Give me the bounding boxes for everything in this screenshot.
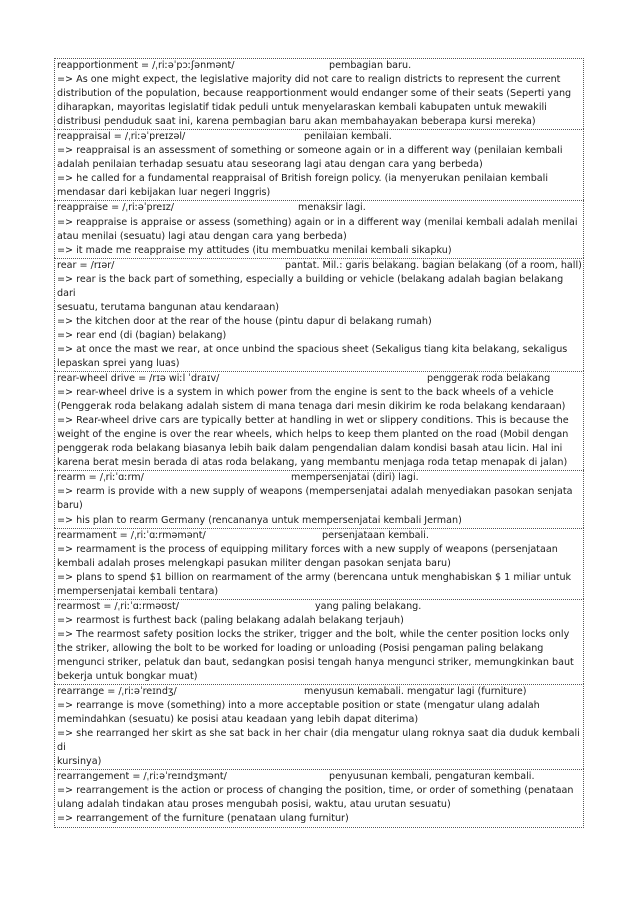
- headword-pronunciation: reappraisal = /ˌriːəˈpreɪzəl/: [57, 131, 186, 143]
- entry-line: distribution of the population, because reapportionment would endanger some of their seats (Seperti yang: [57, 88, 572, 100]
- entry-line: => rearm is provide with a new supply of weapons (mempersenjatai adalah menyediakan pasokan senjata: [57, 486, 573, 498]
- entry-rearm: [54, 470, 584, 527]
- indonesian-gloss: mempersenjatai (diri) lagi.: [291, 472, 419, 484]
- indonesian-gloss: persenjataan kembali.: [322, 529, 429, 541]
- indonesian-gloss: penggerak roda belakang: [427, 373, 551, 385]
- entry-header: [57, 59, 581, 73]
- entry-line: baru): [57, 500, 83, 512]
- entry-rearmost: [54, 599, 584, 684]
- entry-line: atau menilai (sesuatu) lagi atau dengan cara yang berbeda): [57, 230, 347, 242]
- entry-line: => he called for a fundamental reappraisal of British foreign policy. (ia menyerukan penilaian kembali: [57, 173, 548, 185]
- entry-header: [57, 600, 581, 614]
- indonesian-gloss: pembagian baru.: [329, 60, 412, 71]
- entry-line: memindahkan (sesuatu) ke posisi atau keadaan yang lebih dapat diterima): [57, 714, 419, 726]
- entry-line: lepaskan sprei yang luas): [57, 357, 180, 369]
- entry-header: [57, 529, 581, 543]
- entry-rearmament: [54, 528, 584, 599]
- entry-line: => rear-wheel drive is a system in which power from the engine is sent to the back wheels of a vehicle: [57, 387, 554, 399]
- entry-line: bekerja untuk bongkar muat): [57, 671, 198, 683]
- indonesian-gloss: yang paling belakang.: [315, 600, 422, 612]
- entry-line: distribusi penduduk saat ini, karena pembagian baru akan membahayakan beberapa kursi mereka): [57, 116, 536, 128]
- headword-pronunciation: rearrange = /ˌriːəˈreɪndʒ/: [57, 686, 177, 698]
- entry-line: => his plan to rearm Germany (rencananya untuk mempersenjatai kembali Jerman): [57, 514, 462, 526]
- entry-line: => rearrangement of the furniture (penataan ulang furnitur): [57, 813, 349, 825]
- entry-header: [57, 372, 581, 386]
- entry-line: adalah penilaian terhadap sesuatu atau seseorang lagi atau dengan cara yang berbeda): [57, 159, 483, 171]
- entry-line: => rear is the back part of something, especially a building or vehicle (belakang adalah bagian belakang dari: [57, 273, 564, 299]
- entry-reappraisal: [54, 129, 584, 200]
- indonesian-gloss: menaksir lagi.: [298, 202, 366, 214]
- headword-pronunciation: reapportionment = /ˌriːəˈpɔːʃənmənt/: [57, 60, 235, 71]
- entry-line: the striker, allowing the bolt to be worked for loading or unloading (Posisi pengaman paling belakang: [57, 642, 544, 654]
- entry-line: => rear end (di (bagian) belakang): [57, 329, 227, 341]
- entry-line: => plans to spend $1 billion on rearmament of the army (berencana untuk menghabiskan $ 1 miliar untuk: [57, 571, 572, 583]
- entry-rearrangement: [54, 769, 584, 827]
- entry-line: (Penggerak roda belakang adalah sistem di mana tenaga dari mesin dikirim ke roda belakang kendaraan): [57, 401, 566, 413]
- entry-line: penggerak roda belakang biasanya lebih baik dalam pengendalian dalam kondisi basah atau licin. Hal ini: [57, 443, 563, 455]
- entry-reapportionment: [54, 58, 584, 129]
- entry-line: mempersenjatai kembali tentara): [57, 585, 219, 597]
- indonesian-gloss: pantat. Mil.: garis belakang. bagian belakang (of a room, hall): [285, 259, 582, 271]
- entry-line: mendasar dari kebijakan luar negeri Inggris): [57, 187, 271, 199]
- entry-line: => Rear-wheel drive cars are typically better at handling in wet or slippery conditions. This is because the: [57, 415, 569, 427]
- entry-line: => at once the mast we rear, at once unbind the spacious sheet (Sekaligus tiang kita belakang, sekaligus: [57, 343, 568, 355]
- entry-header: [57, 770, 581, 784]
- entry-line: ulang adalah tindakan atau proses mengubah posisi, waktu, atau urutan sesuatu): [57, 799, 451, 811]
- entry-header: [57, 201, 581, 215]
- entry-line: kembali adalah proses melengkapi pasukan militer dengan pasokan senjata baru): [57, 557, 451, 569]
- entry-line: karena berat mesin berada di atas roda belakang, yang membantu menjaga roda tetap menapak di jalan): [57, 457, 568, 469]
- entry-line: => the kitchen door at the rear of the house (pintu dapur di belakang rumah): [57, 315, 432, 327]
- entry-line: => reappraisal is an assessment of something or someone again or in a different way (penilaian kembali: [57, 145, 563, 157]
- entry-line: mengunci striker, pelatuk dan baut, sedangkan posisi tengah hanya mengunci striker, memungkinkan baut: [57, 656, 574, 668]
- entry-line: => she rearranged her skirt as she sat back in her chair (dia mengatur ulang roknya saat dia duduk kembali di: [57, 728, 580, 754]
- headword-pronunciation: rearmost = /ˌriːˈɑːrməʊst/: [57, 600, 180, 612]
- entry-line: sesuatu, terutama bangunan atau kendaraan): [57, 301, 280, 313]
- entry-header: [57, 685, 581, 699]
- entry-line: => The rearmost safety position locks the striker, trigger and the bolt, while the center position locks only: [57, 628, 570, 640]
- dictionary-page: [54, 58, 584, 828]
- entry-rear-wheel-drive: [54, 371, 584, 470]
- entry-reappraise: [54, 200, 584, 257]
- entry-line: diharapkan, mayoritas legislatif tidak peduli untuk menyelaraskan kembali kabupaten untuk mewakili: [57, 102, 547, 114]
- entry-line: => rearmament is the process of equipping military forces with a new supply of weapons (persenjataan: [57, 543, 558, 555]
- headword-pronunciation: rearmament = /ˌriːˈɑːrməmənt/: [57, 529, 206, 541]
- entry-header: [57, 259, 581, 273]
- entry-line: => reappraise is appraise or assess (something) again or in a different way (menilai kembali adalah menilai: [57, 216, 578, 228]
- headword-pronunciation: rear-wheel drive = /rɪə wiːl ˈdraɪv/: [57, 373, 220, 385]
- entry-header: [57, 471, 581, 485]
- entry-line: kursinya): [57, 756, 102, 768]
- entry-line: => As one might expect, the legislative majority did not care to realign districts to represent the current: [57, 74, 561, 86]
- entry-rear: [54, 258, 584, 371]
- entry-line: weight of the engine is over the rear wheels, which helps to keep them planted on the road (Mobil dengan: [57, 429, 569, 441]
- entry-line: => rearrange is move (something) into a more acceptable position or state (mengatur ulang adalah: [57, 700, 540, 712]
- indonesian-gloss: menyusun kemabali. mengatur lagi (furniture): [304, 686, 527, 698]
- entry-line: => rearmost is furthest back (paling belakang adalah belakang terjauh): [57, 614, 404, 626]
- indonesian-gloss: penyusunan kembali, pengaturan kembali.: [329, 771, 535, 783]
- entry-line: => it made me reappraise my attitudes (itu membuatku menilai kembali sikapku): [57, 244, 452, 256]
- headword-pronunciation: rear = /rɪər/: [57, 259, 115, 271]
- headword-pronunciation: rearm = /ˌriːˈɑːrm/: [57, 472, 144, 484]
- entry-header: [57, 130, 581, 144]
- indonesian-gloss: penilaian kembali.: [304, 131, 392, 143]
- headword-pronunciation: reappraise = /ˌriːəˈpreɪz/: [57, 202, 175, 214]
- entry-rearrange: [54, 684, 584, 769]
- headword-pronunciation: rearrangement = /ˌriːəˈreɪndʒmənt/: [57, 771, 227, 783]
- entry-line: => rearrangement is the action or process of changing the position, time, or order of something (penataan: [57, 785, 574, 797]
